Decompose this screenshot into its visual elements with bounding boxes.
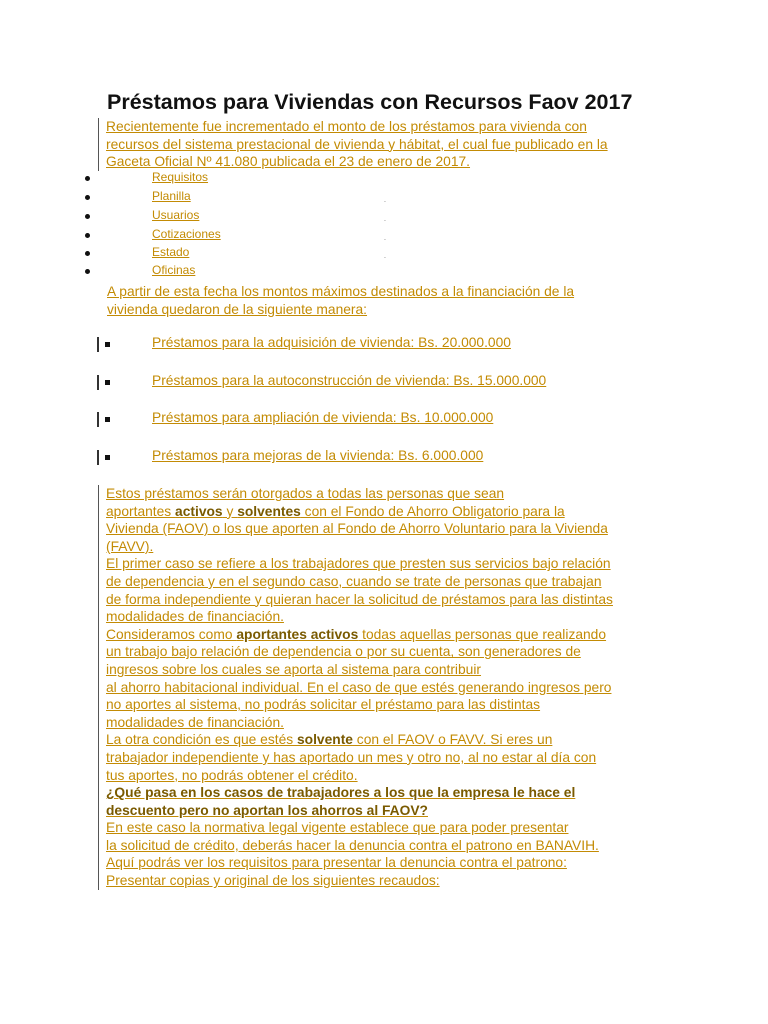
square-bullet-icon [105,455,110,460]
text-span[interactable]: con el FAOV o FAVV. Si eres un [352,732,553,748]
body-line[interactable]: modalidades de financiación. [106,714,284,730]
text-span[interactable]: con el Fondo de Ahorro Obligatorio para la [300,503,565,519]
amounts-intro-line[interactable]: A partir de esta fecha los montos máximos destinados a la financiación de la [107,284,575,299]
nav-link-estado[interactable]: Estado [152,245,190,259]
body-line[interactable]: (FAVV). [106,538,154,554]
body-line[interactable]: de forma independiente y quieran hacer la solicitud de préstamos para las distintas [106,591,613,607]
nav-marker: . [384,253,386,260]
question-line[interactable]: descuento pero no aportan los ahorros al FAOV? [106,802,428,818]
bullet-icon [85,214,90,219]
square-bullet-icon [105,342,110,347]
body-line[interactable]: modalidades de financiación. [106,609,284,625]
intro-paragraph[interactable] [98,118,608,171]
body-line[interactable]: de dependencia y en el segundo caso, cuando se trate de personas que trabajan [106,573,602,589]
nav-link-usuarios[interactable]: Usuarios [152,208,200,222]
nav-row [0,245,768,263]
nav-row [0,189,768,207]
text-span[interactable]: y [222,503,238,519]
body-line[interactable] [106,626,613,644]
body-line[interactable] [106,503,613,521]
nav-link-requisitos[interactable]: Requisitos [152,170,209,184]
divider [97,337,99,352]
loan-link-ampliacion[interactable]: Préstamos para ampliación de vivienda: Bs. 10.000.000 [152,410,494,425]
loan-link-mejoras[interactable]: Préstamos para mejoras de la vivienda: Bs. 6.000.000 [152,448,484,463]
bullet-icon [85,233,90,238]
intro-line[interactable]: Recientemente fue incrementado el monto de los préstamos para vivienda con [106,119,587,134]
text-span[interactable]: Consideramos como [106,626,237,642]
text-span[interactable]: aportantes [106,503,176,519]
body-line[interactable]: al ahorro habitacional individual. En el caso de que estés generando ingresos pero [106,679,612,695]
intro-line[interactable]: Gaceta Oficial Nº 41.080 publicada el 23 de enero de 2017. [106,154,471,170]
text-span[interactable]: La otra condición es que estés [106,732,297,748]
body-line[interactable]: Estos préstamos serán otorgados a todas las personas que sean [106,486,505,501]
body-line[interactable]: tus aportes, no podrás obtener el crédito. [106,767,358,783]
body-line[interactable]: la solicitud de crédito, deberás hacer la denuncia contra el patrono en BANAVIH. [106,837,599,853]
text-span[interactable]: todas aquellas personas que realizando [358,626,607,642]
nav-marker: . [384,235,386,242]
bullet-icon [85,269,90,274]
nav-marker: . [384,197,386,204]
square-bullet-icon [105,417,110,422]
divider [97,450,99,465]
main-body[interactable] [98,485,613,890]
loan-item [97,373,697,393]
nav-link-cotizaciones[interactable]: Cotizaciones [152,227,221,241]
amounts-intro[interactable] [107,283,574,318]
nav-row [0,263,768,281]
loan-item [97,410,697,430]
body-line[interactable]: trabajador independiente y has aportado un mes y otro no, al no estar al día con [106,749,597,765]
nav-row [0,208,768,226]
nav-row [0,227,768,245]
amounts-intro-line[interactable]: vivienda quedaron de la siguiente manera: [107,301,368,317]
bullet-icon [85,176,90,181]
nav-link-oficinas[interactable]: Oficinas [152,263,196,277]
bold-term[interactable]: solventes [237,503,301,519]
body-line[interactable] [106,731,613,749]
divider [97,412,99,427]
question-heading[interactable] [106,802,613,820]
bold-term[interactable]: aportantes activos [236,626,359,642]
nav-link-planilla[interactable]: Planilla [152,189,191,203]
bold-term[interactable]: solvente [296,732,353,748]
question-line[interactable]: ¿Qué pasa en los casos de trabajadores a los que la empresa le hace el [106,785,576,801]
nav-marker: . [384,216,386,223]
body-line[interactable]: un trabajo bajo relación de dependencia o por su cuenta, son generadores de [106,644,581,660]
loan-link-adquisicion[interactable]: Préstamos para la adquisición de vivienda: Bs. 20.000.000 [152,335,511,350]
divider [97,375,99,390]
body-line[interactable]: no aportes al sistema, no podrás solicitar el préstamo para las distintas [106,697,541,713]
loan-link-autoconstruccion[interactable]: Préstamos para la autoconstrucción de vivienda: Bs. 15.000.000 [152,373,547,388]
body-line[interactable]: El primer caso se refiere a los trabajadores que presten sus servicios bajo relación [106,556,611,572]
bold-term[interactable]: activos [175,503,223,519]
square-bullet-icon [105,380,110,385]
loan-item [97,335,697,355]
nav-row [0,170,768,188]
body-line[interactable]: Presentar copias y original de los siguientes recaudos: [106,873,440,889]
loan-item [97,448,697,468]
body-line[interactable]: Vivienda (FAOV) o los que aporten al Fondo de Ahorro Voluntario para la Vivienda [106,521,608,537]
body-line[interactable]: ingresos sobre los cuales se aporta al sistema para contribuir [106,661,482,677]
bullet-icon [85,195,90,200]
question-heading[interactable] [106,784,613,802]
intro-line[interactable]: recursos del sistema prestacional de vivienda y hábitat, el cual fue publicado en la [106,136,608,152]
bullet-icon [85,251,90,256]
page-title: Préstamos para Viviendas con Recursos Faov 2017 [107,90,633,114]
body-line[interactable]: En este caso la normativa legal vigente establece que para poder presentar [106,820,569,836]
body-line[interactable]: Aquí podrás ver los requisitos para presentar la denuncia contra el patrono: [106,855,567,871]
